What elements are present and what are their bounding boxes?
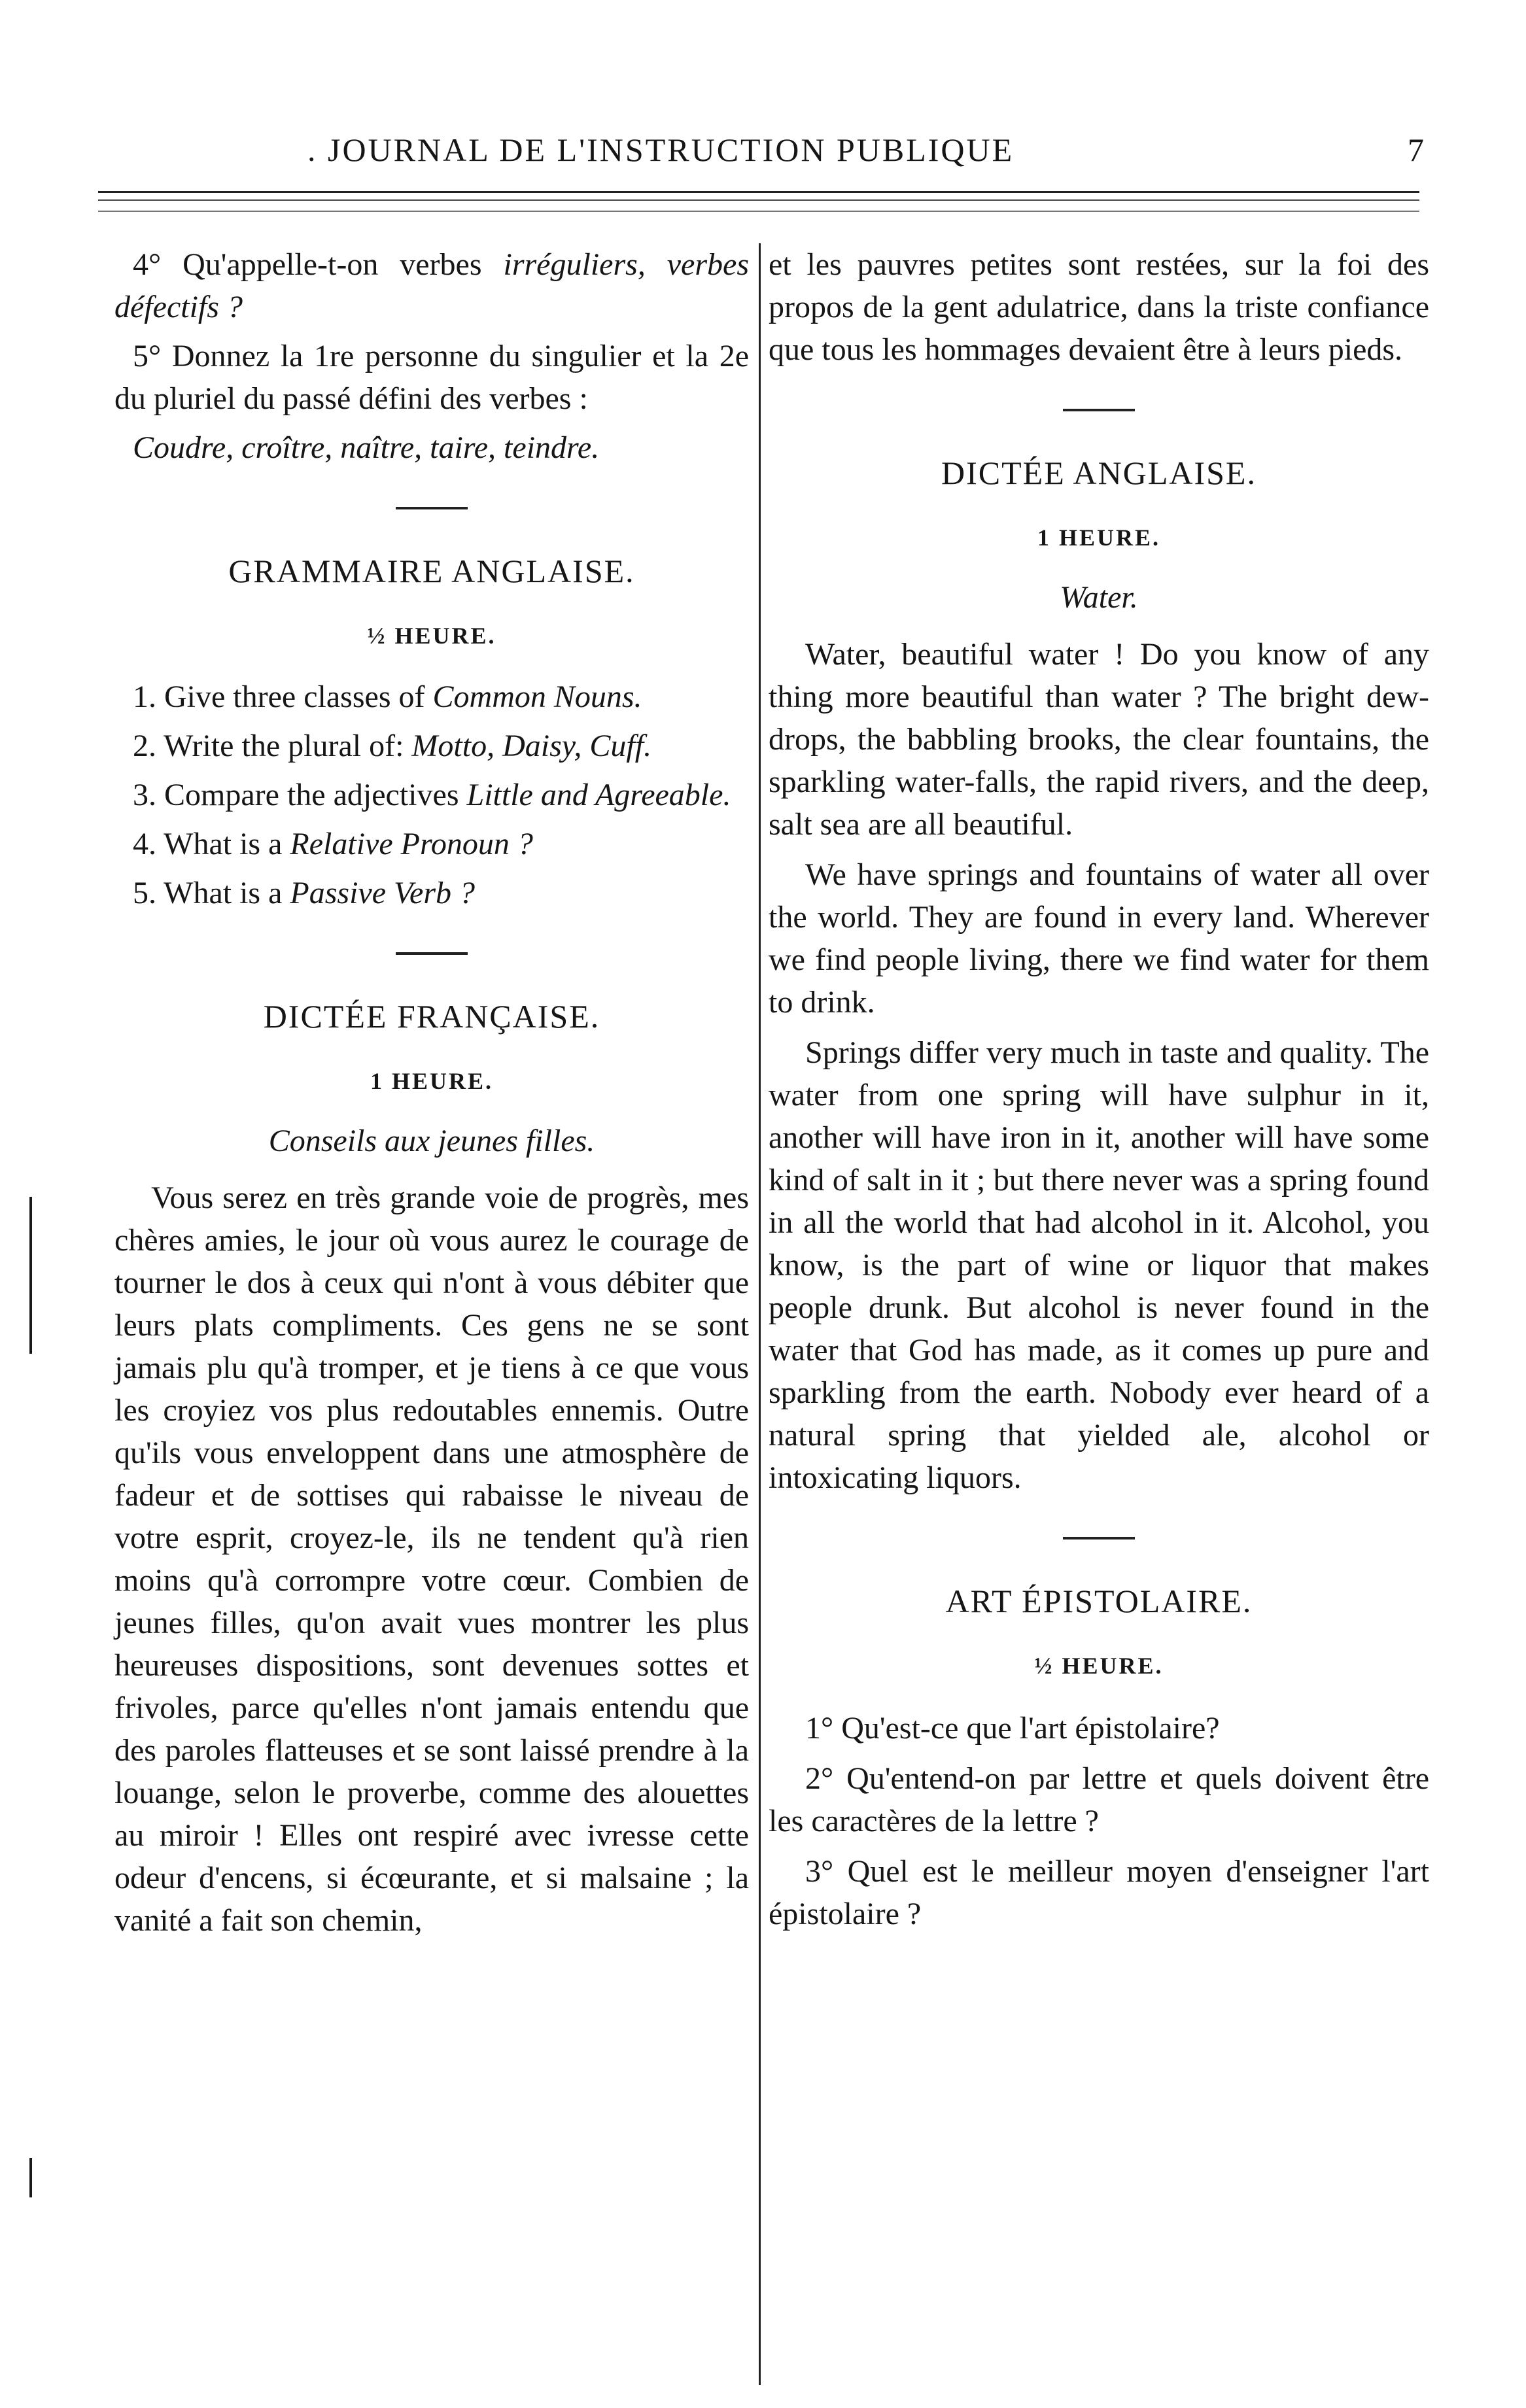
- journal-title: . JOURNAL DE L'INSTRUCTION PUBLIQUE: [307, 131, 1014, 168]
- header-rule: [98, 191, 1419, 193]
- section-heading-dictee-francaise: DICTÉE FRANÇAISE.: [263, 998, 600, 1035]
- section-separator: [396, 507, 468, 509]
- scan-edge-mark: [29, 1197, 32, 1354]
- question-text: What is a: [164, 876, 283, 910]
- epistolary-question: 2° Qu'entend-on par lettre et quels doivent être les caractères de la lettre ?: [769, 1761, 1429, 1838]
- left-column: [114, 243, 749, 1950]
- question-number: 2.: [133, 729, 156, 763]
- question-italic: Relative Pronoun ?: [290, 827, 533, 861]
- grammar-question: [114, 872, 749, 914]
- question-number: 4°: [133, 247, 162, 282]
- question-number: 5°: [133, 339, 162, 373]
- header-rule: [98, 199, 1419, 201]
- dictation-text: Vous serez en très grande voie de progrès, mes chères amies, le jour où vous aurez le courage de tourner le dos à ceux qui n'ont à vous débiter que leurs plats compliments. Ces gens ne se sont jamais plu qu'à tromper, et je tiens à ce que vous les croyiez vos plus redoutables ennemis. Outre qu'ils vous enveloppent dans une atmosphère de fadeur et de sottises qui rabaisse le niveau de votre esprit, croyez-le, ils ne tendent qu'à rien moins qu'à corrompre votre cœur. Combien de jeunes filles, qu'on avait vues montrer les plus heureuses dispositions, sont devenues sottes et frivoles, parce qu'elles n'ont jamais entendu que des paroles flatteuses et se sont laissé prendre à la louange, selon le proverbe, comme des alouettes au miroir ! Elles ont respiré avec ivresse cette odeur d'encens, si écœurante, et si malsaine ; la vanité a fait son chemin,: [114, 1180, 749, 1938]
- epistolary-question: 1° Qu'est-ce que l'art épistolaire?: [805, 1711, 1220, 1746]
- question-italic: Passive Verb ?: [290, 876, 476, 910]
- running-header: [98, 131, 1426, 177]
- question-text: Write the plural of:: [164, 729, 404, 763]
- section-heading-dictee-anglaise: DICTÉE ANGLAISE.: [941, 455, 1257, 491]
- dictation-paragraph: Springs differ very much in taste and quality. The water from one spring will have sulphur in it, another will have iron in it, another will have some kind of salt in it ; but there never was a spring found in all the world that had alcohol in it. Alcohol, you know, is the part of wine or liquor that makes people drunk. But alcohol is never found in the water that God has made, as it comes up pure and sparkling from the earth. Nobody ever heard of a natural spring that yielded ale, alcohol or intoxicating liquors.: [769, 1035, 1429, 1495]
- scan-edge-mark: [29, 2158, 32, 2197]
- question-number: 1.: [133, 679, 156, 714]
- epistolary-question-list: [769, 1707, 1429, 1935]
- page-number: 7: [1408, 131, 1426, 168]
- question-text: What is a: [164, 827, 283, 861]
- section-separator: [396, 952, 468, 955]
- dictation-title: Conseils aux jeunes filles.: [268, 1124, 595, 1158]
- epistolary-question: 3° Quel est le meilleur moyen d'enseigner l'art épistolaire ?: [769, 1854, 1429, 1931]
- question-text: Donnez la 1re personne du singulier et la 2e du pluriel du passé défini des verbes :: [114, 339, 749, 416]
- dictation-paragraph: We have springs and fountains of water all over the world. They are found in every land. Wherever we find people living, there we find water for them to drink.: [769, 857, 1429, 1020]
- question-text: Qu'appelle-t-on verbes: [182, 247, 482, 282]
- section-duration: 1 HEURE.: [370, 1068, 494, 1094]
- question-number: 5.: [133, 876, 156, 910]
- section-separator: [1063, 1537, 1135, 1539]
- dictation-paragraph: Water, beautiful water ! Do you know of any thing more beautiful than water ? The bright dew-drops, the babbling brooks, the clear fountains, the sparkling water-falls, the rapid rivers, and the deep, salt sea are all beautiful.: [769, 637, 1429, 842]
- question-italic: Little and Agreeable.: [466, 778, 731, 812]
- question-item: [114, 243, 749, 328]
- dictation-continuation: et les pauvres petites sont restées, sur la foi des propos de la gent adulatrice, dans la triste confiance que tous les hommages devaient être à leurs pieds.: [769, 247, 1429, 367]
- section-separator: [1063, 409, 1135, 411]
- verbs-list: Coudre, croître, naître, taire, teindre.: [133, 430, 600, 465]
- grammar-question: [114, 823, 749, 865]
- question-italic: Common Nouns.: [432, 679, 642, 714]
- question-item: [114, 335, 749, 420]
- section-duration: ½ HEURE.: [1034, 1653, 1164, 1679]
- grammar-question-list: [114, 676, 749, 914]
- grammar-question: [114, 725, 749, 767]
- section-heading-art-epistolaire: ART ÉPISTOLAIRE.: [945, 1583, 1253, 1619]
- column-divider: [759, 243, 761, 2385]
- dictation-title: Water.: [1060, 580, 1138, 615]
- question-number: 4.: [133, 827, 156, 861]
- grammar-question: [114, 676, 749, 718]
- section-heading-grammaire: GRAMMAIRE ANGLAISE.: [228, 553, 635, 589]
- section-duration: ½ HEURE.: [367, 623, 496, 649]
- header-rule: [98, 211, 1419, 212]
- question-text: Compare the adjectives: [164, 778, 459, 812]
- grammar-question: [114, 774, 749, 816]
- question-number: 3.: [133, 778, 156, 812]
- question-italic: Motto, Daisy, Cuff.: [411, 729, 652, 763]
- section-duration: 1 HEURE.: [1037, 525, 1161, 551]
- right-column: [769, 243, 1429, 1943]
- question-italic: irréguliers, verbes défectifs ?: [114, 247, 750, 324]
- question-text: Give three classes of: [164, 679, 425, 714]
